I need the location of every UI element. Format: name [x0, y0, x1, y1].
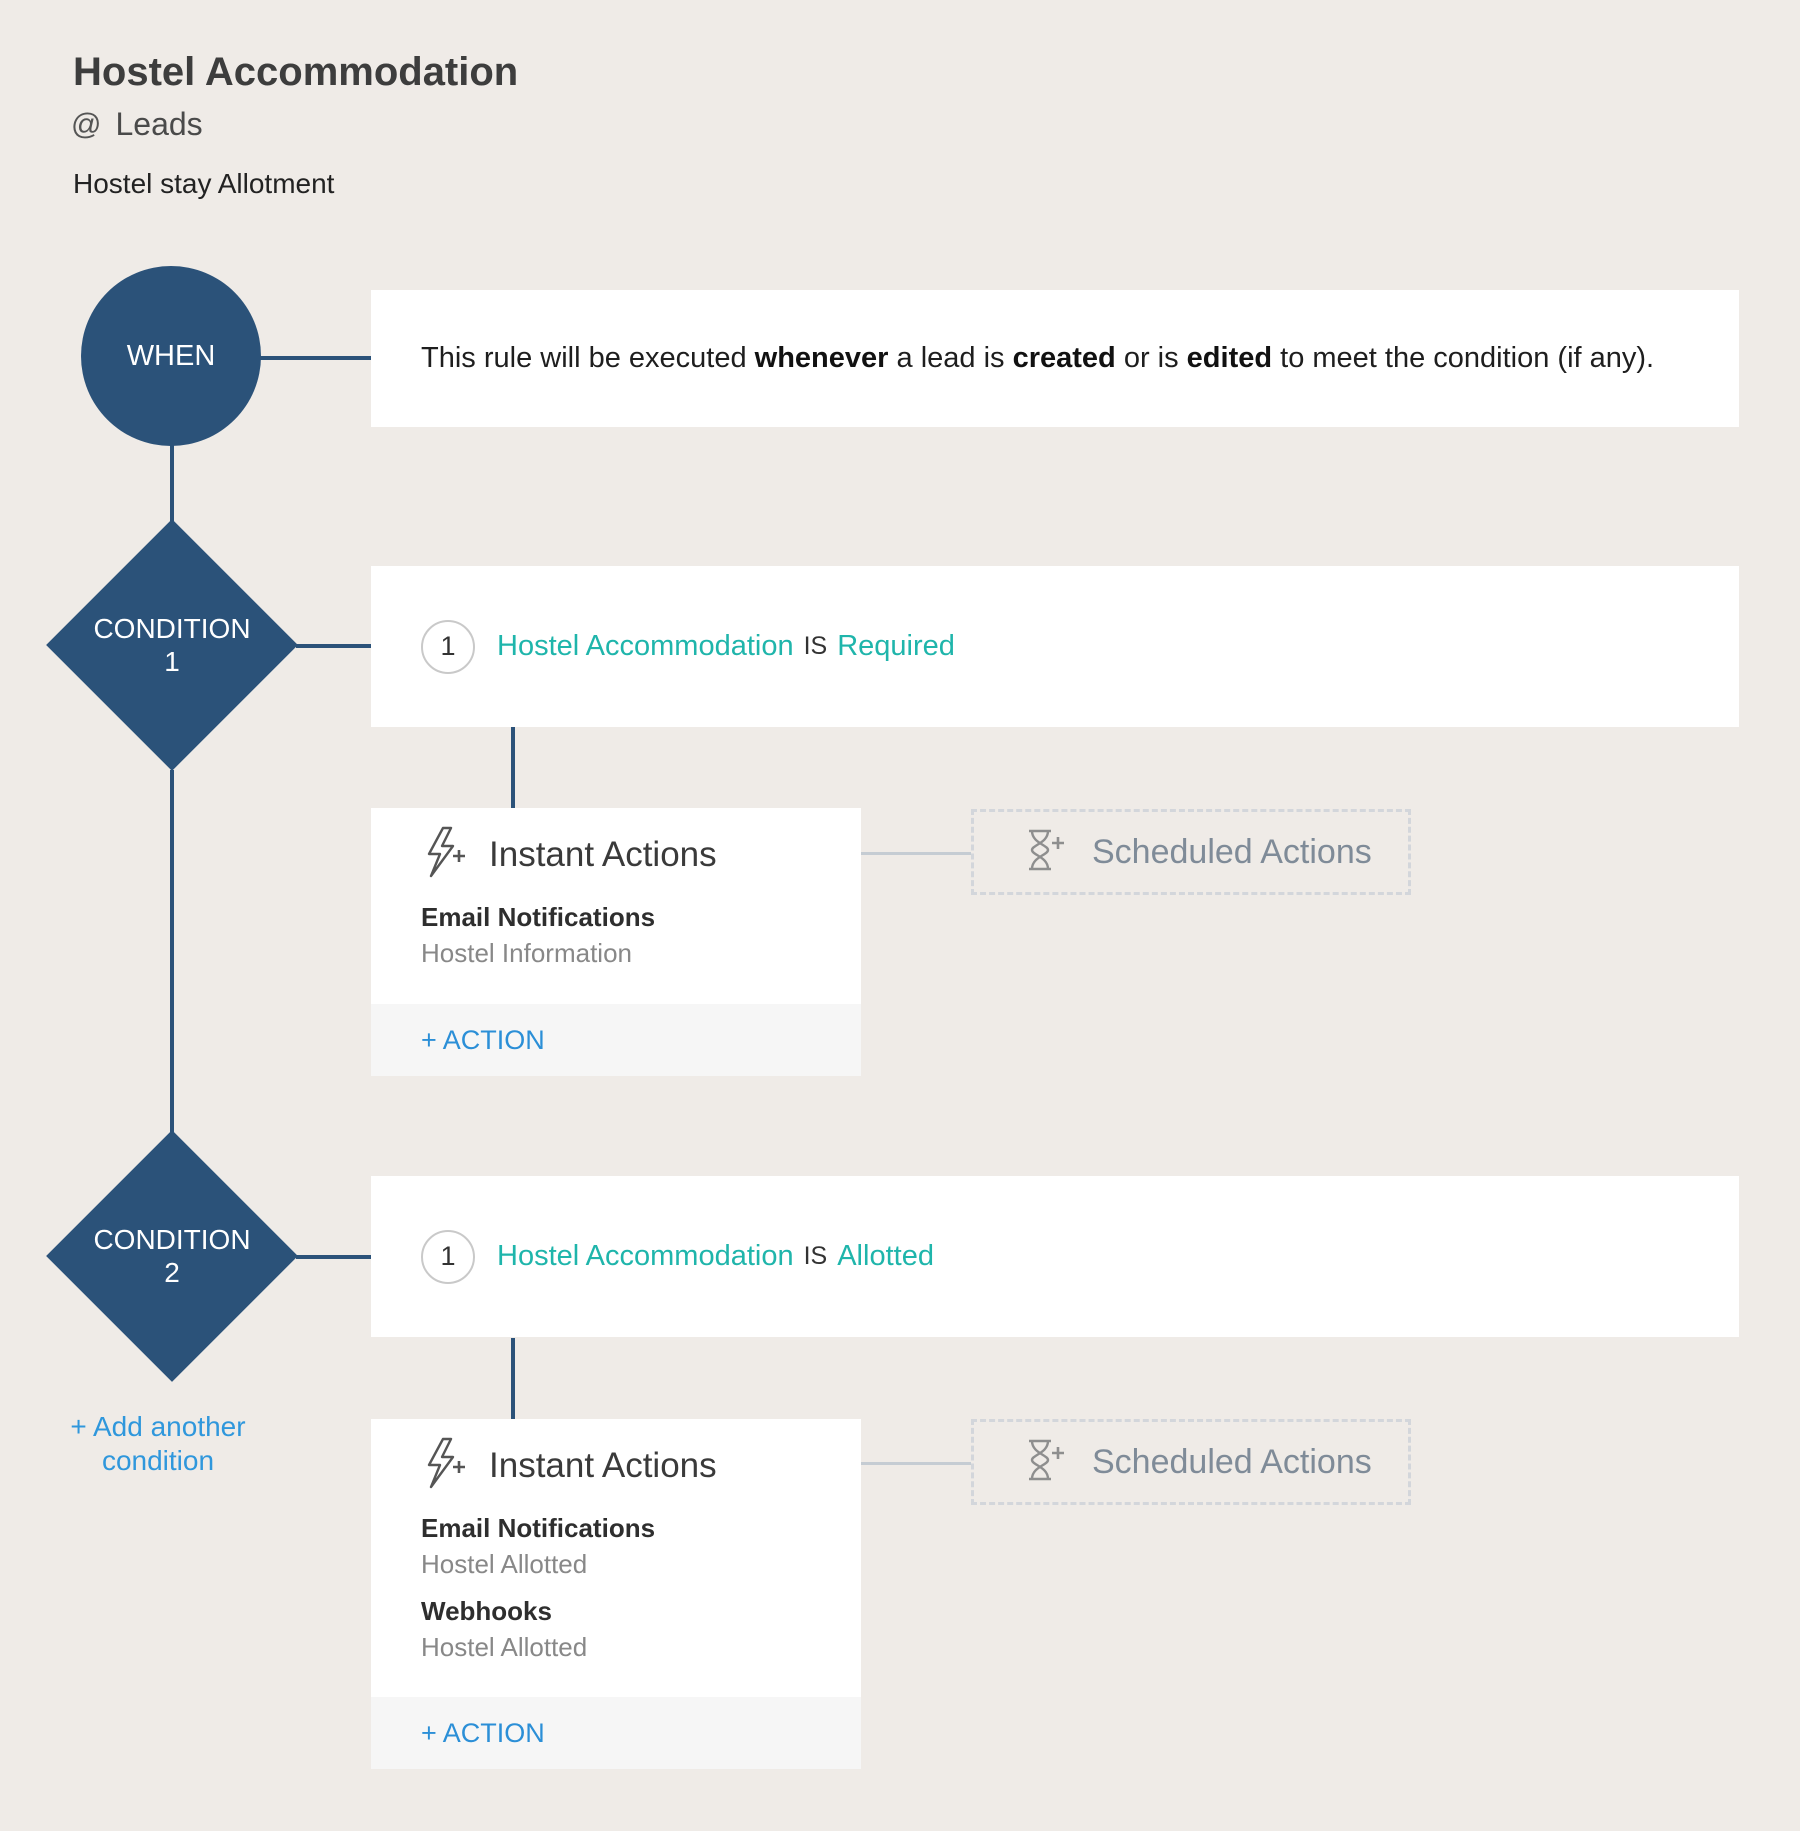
hourglass-plus-icon — [1026, 829, 1066, 876]
action-type: Webhooks — [421, 1596, 552, 1626]
action-footer — [371, 1004, 861, 1076]
criteria-value[interactable]: Allotted — [837, 1240, 934, 1272]
connector-cond1 — [296, 644, 371, 648]
criteria-index: 1 — [421, 620, 475, 674]
connector-cond1-actions — [511, 727, 515, 808]
module-row — [71, 106, 203, 143]
condition-card-2[interactable] — [371, 1176, 1739, 1337]
flow-line-when-cond1 — [170, 444, 174, 524]
rule-description: Hostel stay Allotment — [73, 168, 335, 199]
when-description — [421, 290, 1654, 427]
condition-label: CONDITION — [93, 1224, 251, 1255]
rule-title: Hostel Accommodation — [73, 50, 519, 94]
lightning-plus-icon — [421, 826, 467, 883]
instant-actions-card-2 — [371, 1419, 861, 1769]
scheduled-actions-2[interactable] — [971, 1419, 1411, 1505]
instant-actions-card-1 — [371, 808, 861, 1076]
when-keyword: whenever — [754, 342, 889, 374]
connector-cond2-actions — [511, 1338, 515, 1419]
instant-actions-title: Instant Actions — [489, 1445, 717, 1485]
criteria-operator: IS — [803, 632, 828, 660]
when-text-segment: or is — [1115, 342, 1187, 374]
when-keyword: edited — [1186, 342, 1273, 374]
when-keyword: created — [1012, 342, 1116, 374]
lightning-plus-icon — [421, 1437, 467, 1494]
hourglass-plus-icon — [1026, 1439, 1066, 1486]
action-footer — [371, 1697, 861, 1769]
condition-node-2[interactable] — [46, 1130, 298, 1382]
action-name[interactable]: Hostel Allotted — [421, 1632, 588, 1662]
add-action-button[interactable]: + ACTION — [421, 1717, 545, 1748]
instant-actions-title: Instant Actions — [489, 834, 717, 874]
criteria-field[interactable]: Hostel Accommodation — [497, 630, 794, 662]
criteria-index: 1 — [421, 1230, 475, 1284]
connector-when — [258, 356, 371, 360]
flow-line-cond1-cond2 — [170, 770, 174, 1134]
module-name: Leads — [115, 106, 203, 142]
action-name[interactable]: Hostel Allotted — [421, 1549, 588, 1579]
condition-card-1[interactable] — [371, 566, 1739, 727]
condition-number: 1 — [164, 646, 180, 677]
connector-instant-scheduled-1 — [861, 852, 971, 855]
criteria-field[interactable]: Hostel Accommodation — [497, 1240, 794, 1272]
when-text-segment: to meet the condition (if any). — [1272, 342, 1655, 374]
connector-instant-scheduled-2 — [861, 1462, 971, 1465]
condition-number: 2 — [164, 1257, 180, 1288]
add-condition-line1: + Add another — [70, 1411, 246, 1442]
add-condition-link[interactable] — [60, 1410, 256, 1478]
when-node: WHEN — [81, 266, 261, 446]
add-condition-line2: condition — [101, 1445, 215, 1476]
connector-cond2 — [296, 1255, 371, 1259]
action-name[interactable]: Hostel Information — [421, 938, 632, 968]
action-type: Email Notifications — [421, 902, 656, 932]
when-text-segment: a lead is — [888, 342, 1013, 374]
criteria-value[interactable]: Required — [837, 630, 955, 662]
condition-node-1[interactable] — [46, 519, 298, 771]
at-icon: @ — [71, 107, 102, 141]
when-card — [371, 290, 1739, 427]
scheduled-actions-label: Scheduled Actions — [1092, 1442, 1372, 1481]
scheduled-actions-1[interactable] — [971, 809, 1411, 895]
scheduled-actions-label: Scheduled Actions — [1092, 832, 1372, 871]
condition-label: CONDITION — [93, 613, 251, 644]
criteria-operator: IS — [803, 1242, 828, 1270]
when-text-segment: This rule will be executed — [421, 342, 755, 374]
action-type: Email Notifications — [421, 1513, 656, 1543]
add-action-button[interactable]: + ACTION — [421, 1024, 545, 1055]
